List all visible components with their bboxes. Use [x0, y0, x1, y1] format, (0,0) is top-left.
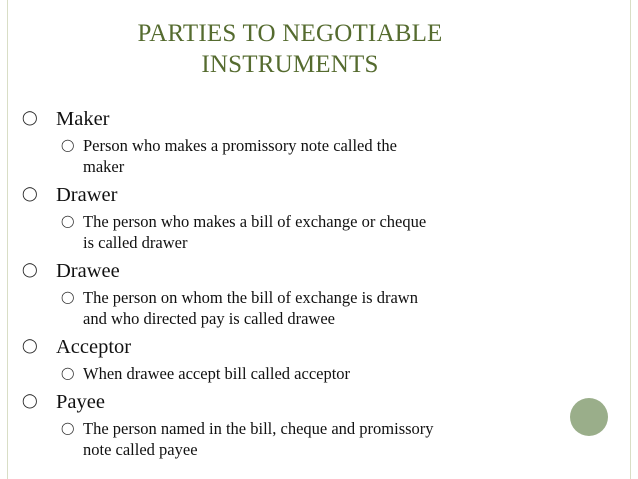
definition-acceptor: [20, 363, 560, 384]
bullet-icon: ◯: [22, 187, 38, 202]
list-item-payee: [20, 390, 560, 414]
bullet-icon: ◯: [22, 263, 38, 278]
definition-line: Person who makes a promissory note called the: [83, 136, 397, 155]
definition-line: note called payee: [83, 440, 198, 459]
definition-drawer: [20, 211, 560, 253]
term-label: Maker: [56, 108, 110, 130]
definition-line: is called drawer: [83, 233, 188, 252]
definition-line: The person named in the bill, cheque and promissory: [83, 419, 434, 438]
term-label: Payee: [56, 391, 105, 413]
left-border-line: [7, 0, 8, 479]
list-item-drawee: [20, 259, 560, 283]
term-label: Drawee: [56, 260, 120, 282]
definition-line: The person on whom the bill of exchange is drawn: [83, 288, 418, 307]
bullet-icon: ◯: [22, 111, 38, 126]
bullet-list: [20, 107, 560, 466]
definition-maker: [20, 135, 560, 177]
list-item-acceptor: [20, 335, 560, 359]
definition-line: maker: [83, 157, 125, 176]
bullet-icon: ◯: [22, 394, 38, 409]
definition-payee: [20, 418, 560, 460]
list-item-drawer: [20, 183, 560, 207]
right-border-line: [630, 0, 631, 479]
bullet-icon: ◯: [61, 290, 75, 304]
list-item-maker: [20, 107, 560, 131]
bullet-icon: ◯: [22, 339, 38, 354]
term-label: Acceptor: [56, 336, 132, 358]
definition-line: and who directed pay is called drawee: [83, 309, 335, 328]
bullet-icon: ◯: [61, 214, 75, 228]
bullet-icon: ◯: [61, 138, 75, 152]
decorative-circle-icon: [570, 398, 608, 436]
definition-line: The person who makes a bill of exchange or cheque: [83, 212, 427, 231]
slide-title: [60, 18, 520, 80]
title-line-2: INSTRUMENTS: [201, 51, 379, 78]
bullet-icon: ◯: [61, 421, 75, 435]
definition-drawee: [20, 287, 560, 329]
title-line-1: PARTIES TO NEGOTIABLE: [137, 20, 443, 47]
bullet-icon: ◯: [61, 366, 75, 380]
definition-line: When drawee accept bill called acceptor: [83, 364, 351, 383]
term-label: Drawer: [56, 184, 118, 206]
